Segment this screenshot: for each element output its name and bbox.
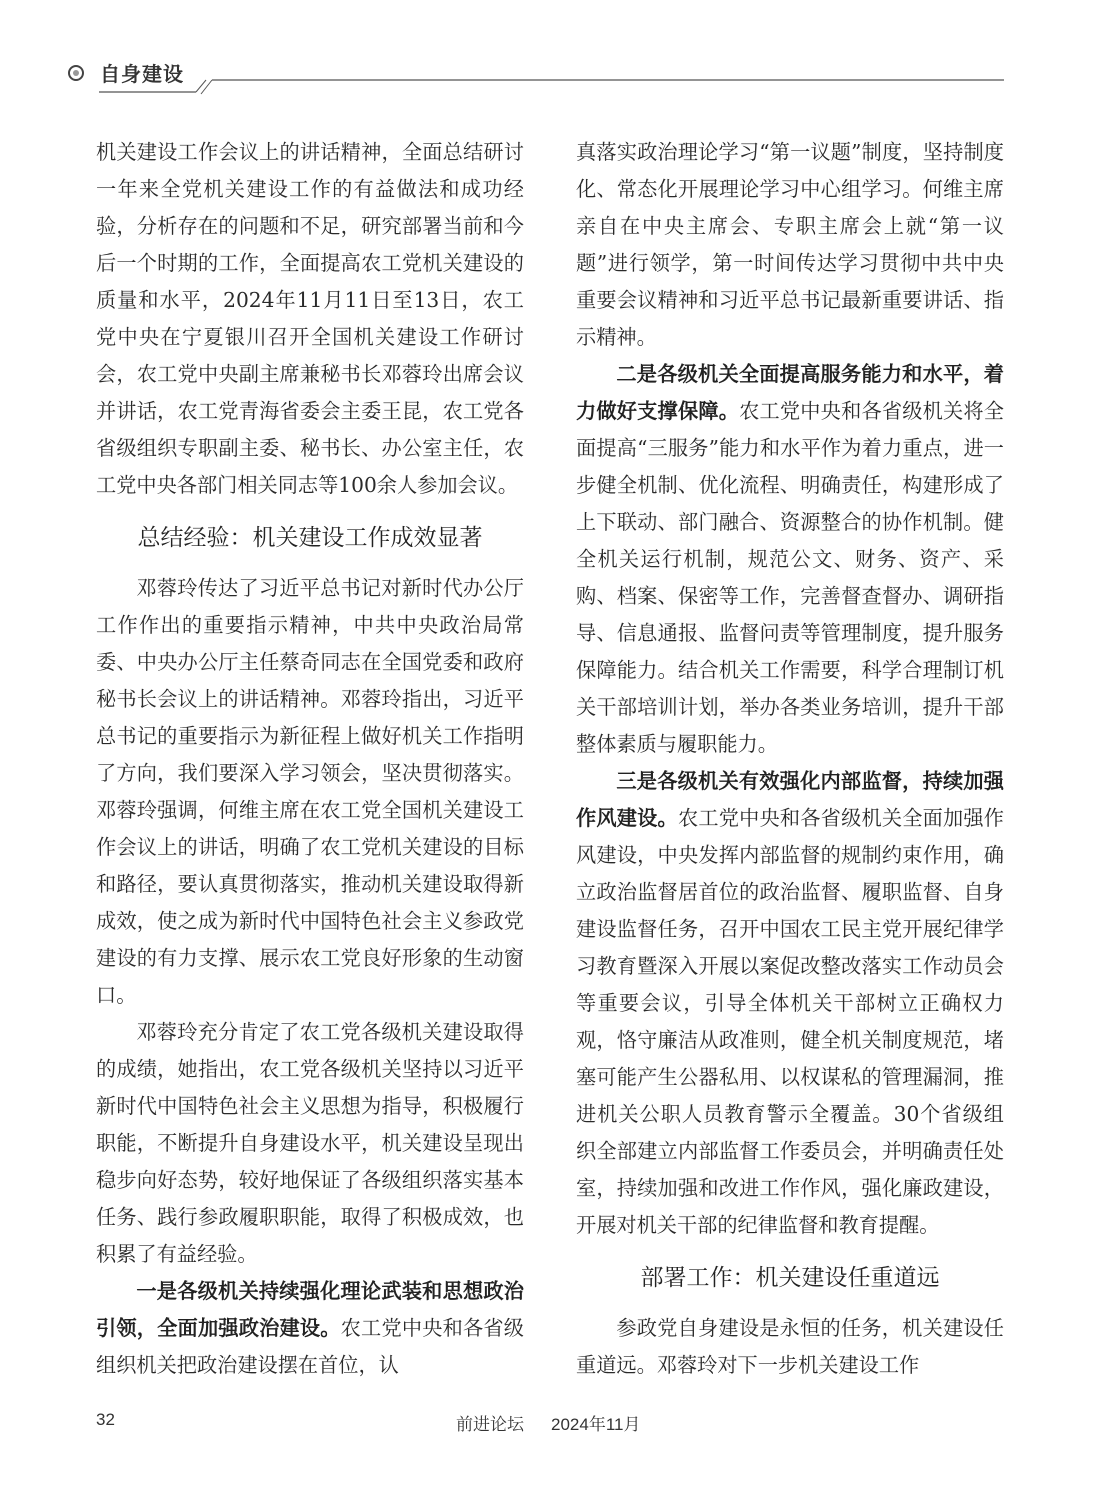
bold-lead: 一是各级机关持续强化理论武装和思想政治引领，全面加强政治建设。	[96, 1279, 524, 1340]
section-header	[64, 58, 1004, 98]
paragraph-text: 农工党中央和各省级组织机关把政治建设摆在首位，认	[96, 1316, 524, 1377]
paragraph	[96, 1273, 524, 1384]
paragraph	[576, 763, 1004, 1244]
publication-name: 前进论坛	[456, 1415, 524, 1434]
paragraph: 参政党自身建设是永恒的任务，机关建设任重道远。邓蓉玲对下一步机关建设工作	[576, 1316, 1004, 1377]
left-column	[96, 134, 524, 1384]
issue-date: 2024年11月	[551, 1415, 641, 1434]
bold-lead: 二是各级机关全面提高服务能力和水平，着力做好支撑保障。	[576, 362, 1004, 423]
paragraph	[576, 356, 1004, 763]
paragraph-text: 农工党中央和各省级机关全面加强作风建设，中央发挥内部监督的规制约束作用，确立政治监督居首位的政治监督、履职监督、自身建设监督任务，召开中国农工民主党开展纪律学习教育暨深入开展以案促改整改落实工作动员会等重要会议，引导全体机关干部树立正确权力观，恪守廉洁从政准则，健全机关制度规范，堵塞可能产生公器私用、以权谋私的管理漏洞，推进机关公职人员教育警示全覆盖。30个省级组织全部建立内部监督工作委员会，并明确责任处室，持续加强和改进工作作风，强化廉政建设，开展对机关干部的纪律监督和教育提醒。	[576, 806, 1004, 1237]
header-rule	[64, 58, 1004, 98]
paragraph-text: 农工党中央和各省级机关将全面提高“三服务”能力和水平作为着力重点，进一步健全机制、优化流程、明确责任，构建形成了上下联动、部门融合、资源整合的协作机制。健全机关运行机制，规范公文、财务、资产、采购、档案、保密等工作，完善督查督办、调研指导、信息通报、监督问责等管理制度，提升服务保障能力。结合机关工作需要，科学合理制订机关干部培训计划，举办各类业务培训，提升干部整体素质与履职能力。	[576, 399, 1004, 756]
bold-lead: 三是各级机关有效强化内部监督，持续加强作风建设。	[576, 769, 1004, 830]
intro-paragraph: 机关建设工作会议上的讲话精神，全面总结研讨一年来全党机关建设工作的有益做法和成功经验，分析存在的问题和不足，研究部署当前和今后一个时期的工作，全面提高农工党机关建设的质量和水平，2024年11月11日至13日，农工党中央在宁夏银川召开全国机关建设工作研讨会，农工党中央副主席兼秘书长邓蓉玲出席会议并讲话，农工党青海省委会主委王昆，农工党各省级组织专职副主委、秘书长、办公室主任，农工党中央各部门相关同志等100余人参加会议。	[96, 140, 524, 497]
paragraph: 真落实政治理论学习“第一议题”制度，坚持制度化、常态化开展理论学习中心组学习。何维主席亲自在中央主席会、专职主席会上就“第一议题”进行领学，第一时间传达学习贯彻中共中央重要会议精神和习近平总书记最新重要讲话、指示精神。	[576, 140, 1004, 349]
paragraph: 邓蓉玲充分肯定了农工党各级机关建设取得的成绩，她指出，农工党各级机关坚持以习近平新时代中国特色社会主义思想为指导，积极履行职能，不断提升自身建设水平，机关建设呈现出稳步向好态势，较好地保证了各级组织落实基本任务、践行参政履职职能，取得了积极成效，也积累了有益经验。	[96, 1020, 524, 1266]
paragraph: 邓蓉玲传达了习近平总书记对新时代办公厅工作作出的重要指示精神，中共中央政治局常委、中央办公厅主任蔡奇同志在全国党委和政府秘书长会议上的讲话精神。邓蓉玲指出，习近平总书记的重要指示为新征程上做好机关工作指明了方向，我们要深入学习领会，坚决贯彻落实。邓蓉玲强调，何维主席在农工党全国机关建设工作会议上的讲话，明确了农工党机关建设的目标和路径，要认真贯彻落实，推动机关建设取得新成效，使之成为新时代中国特色社会主义参政党建设的有力支撑、展示农工党良好形象的生动窗口。	[96, 576, 524, 1007]
right-column	[576, 134, 1004, 1384]
section-heading-deployment: 部署工作：机关建设任重道远	[640, 1265, 940, 1291]
section-title: 自身建设	[100, 62, 184, 86]
section-heading-summary: 总结经验：机关建设工作成效显著	[137, 525, 483, 551]
page-number: 32	[96, 1410, 115, 1429]
